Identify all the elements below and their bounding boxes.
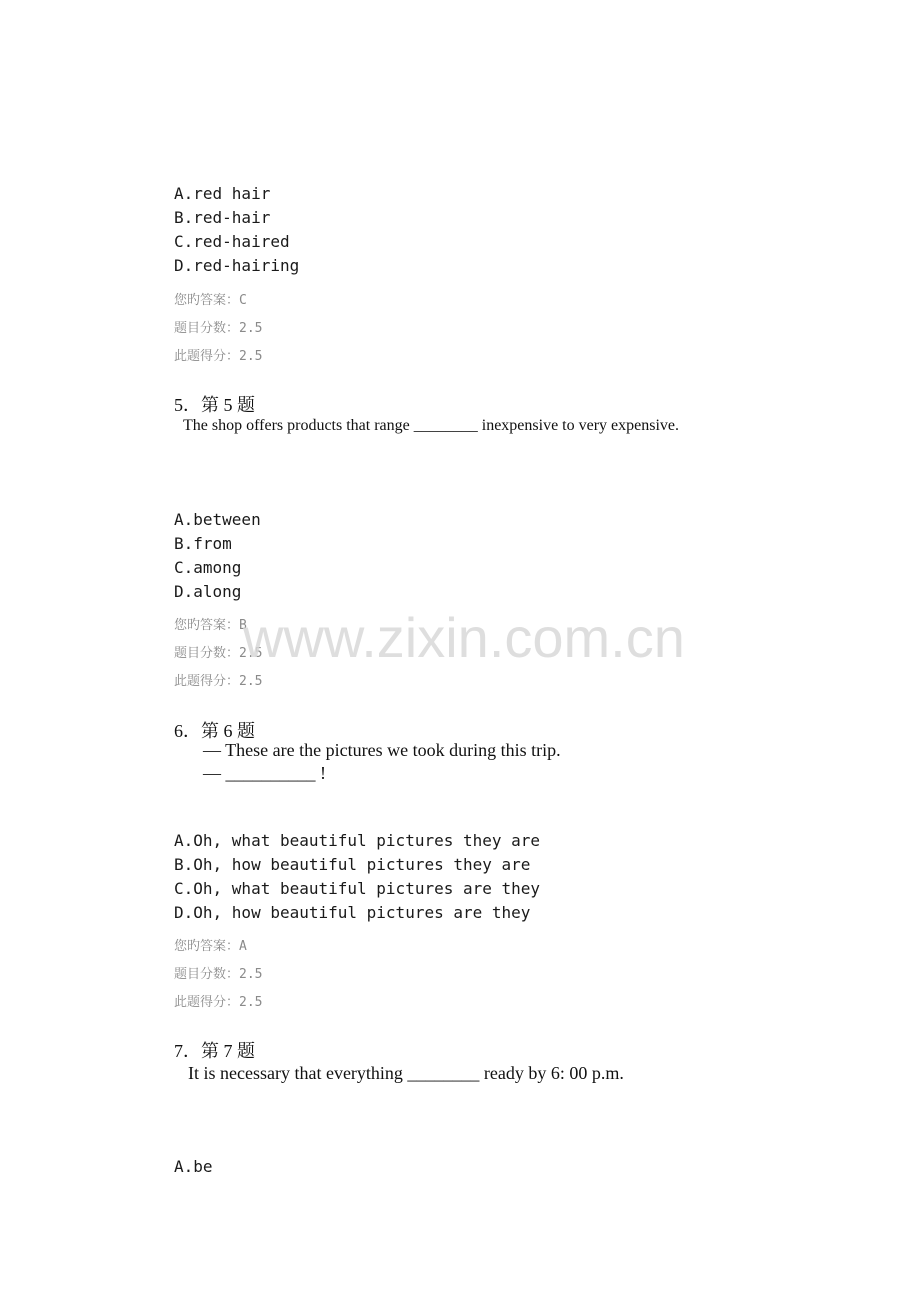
q6-line1: — These are the pictures we took during this trip. [203, 740, 561, 760]
q4-option-a: A.red hair [174, 184, 271, 203]
q7-option-a: A.be [174, 1157, 213, 1176]
q4-option-d: D.red-hairing [174, 256, 300, 275]
q6-score-total: 题目分数：2.5 [174, 967, 263, 982]
q6-heading: 6．第 6 题 [174, 721, 255, 741]
q4-score-got: 此题得分：2.5 [174, 349, 263, 364]
q4-your-answer: 您旳答案：C [174, 293, 247, 308]
q5-option-b: B.from [174, 534, 232, 553]
q6-option-a: A.Oh, what beautiful pictures they are [174, 831, 541, 850]
q7-heading: 7．第 7 题 [174, 1041, 255, 1061]
q5-option-a: A.between [174, 510, 261, 529]
q4-score-total: 题目分数：2.5 [174, 321, 263, 336]
watermark: www.zixin.com.cn [243, 606, 685, 669]
q7-text: It is necessary that everything ________ ready by 6: 00 p.m. [188, 1063, 624, 1083]
q4-option-b: B.red-hair [174, 208, 271, 227]
q6-option-d: D.Oh, how beautiful pictures are they [174, 903, 531, 922]
q4-option-c: C.red-haired [174, 232, 290, 251]
q5-heading: 5．第 5 题 [174, 395, 255, 415]
q6-line2: — __________ ! [203, 763, 326, 783]
q6-score-got: 此题得分：2.5 [174, 995, 263, 1010]
q6-option-b: B.Oh, how beautiful pictures they are [174, 855, 531, 874]
q5-your-answer: 您旳答案：B [174, 618, 247, 633]
q5-text: The shop offers products that range ________ inexpensive to very expensive. [183, 417, 680, 434]
q5-option-c: C.among [174, 558, 242, 577]
q5-score-total: 题目分数：2.5 [174, 646, 263, 661]
q6-your-answer: 您旳答案：A [174, 939, 247, 954]
q5-option-d: D.along [174, 582, 242, 601]
q6-option-c: C.Oh, what beautiful pictures are they [174, 879, 541, 898]
q5-score-got: 此题得分：2.5 [174, 674, 263, 689]
